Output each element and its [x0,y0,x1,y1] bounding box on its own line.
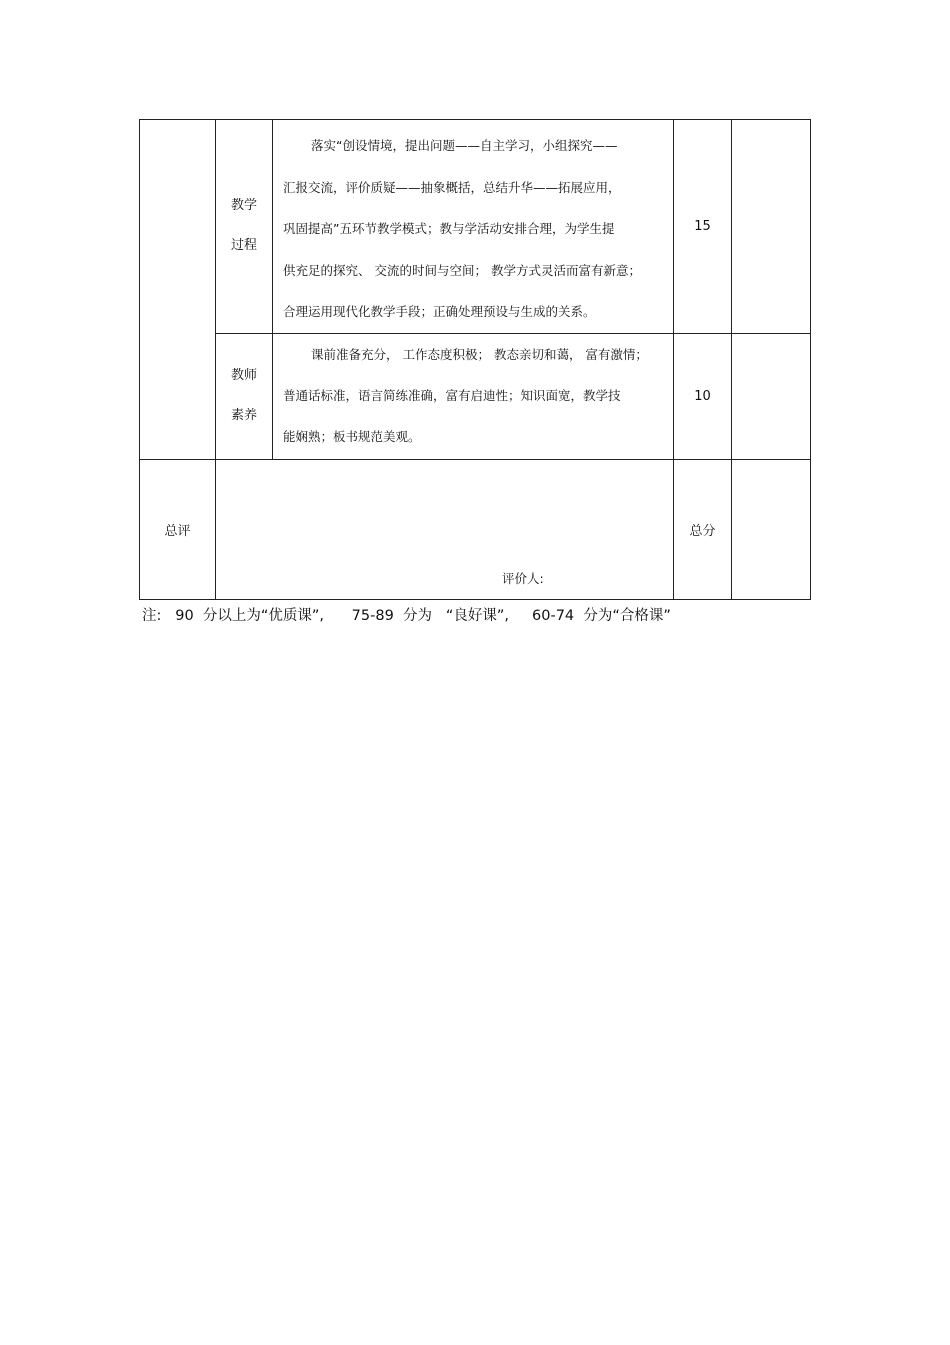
summary-label: 总评 [140,459,216,599]
score-cell: 10 [674,333,732,459]
category-cell [216,333,273,459]
criteria-line: 汇报交流，评价质疑——抽象概括，总结升华——拓展应用， [283,179,621,195]
category-cell [216,120,273,334]
evaluation-table [139,119,811,600]
criteria-cell [273,120,674,334]
table-row [140,333,811,459]
criteria-line: 巩固提高”五环节教学模式；教与学活动安排合理，为学生提 [283,221,615,236]
criteria-line: 落实“创设情境，提出问题——自主学习，小组探究—— [311,138,618,153]
criteria-line: 合理运用现代化教学手段；正确处理预设与生成的关系。 [283,304,596,319]
group-cell [140,120,216,460]
criteria-line: 课前准备充分， 工作态度积极； 教态亲切和蔼， 富有激情； [311,346,648,362]
criteria-line: 供充足的探究、 交流的时间与空间； 教学方式灵活而富有新意； [283,262,641,278]
category-line: 教学 [230,198,257,214]
criteria-line: 普通话标准，语言简练准确，富有启迪性；知识面宽，教学技 [283,387,621,403]
summary-comment-cell[interactable] [216,459,674,599]
category-line: 教师 [230,368,257,383]
category-line: 过程 [230,238,257,254]
criteria-line: 能娴熟；板书规范美观。 [283,428,421,444]
table-row [140,120,811,334]
rating-cell[interactable] [732,120,811,334]
total-score-cell[interactable] [732,459,811,599]
score-cell: 15 [674,120,732,334]
summary-row [140,459,811,599]
total-score-label: 总分 [674,459,732,599]
category-line: 素养 [230,408,257,423]
evaluator-label: 评价人: [502,570,544,586]
rating-cell[interactable] [732,333,811,459]
grading-note: 注: 90 分以上为“优质课”, 75-89 分为 “良好课”, 60-74 分为“合格课” [142,608,671,624]
criteria-cell [273,333,674,459]
